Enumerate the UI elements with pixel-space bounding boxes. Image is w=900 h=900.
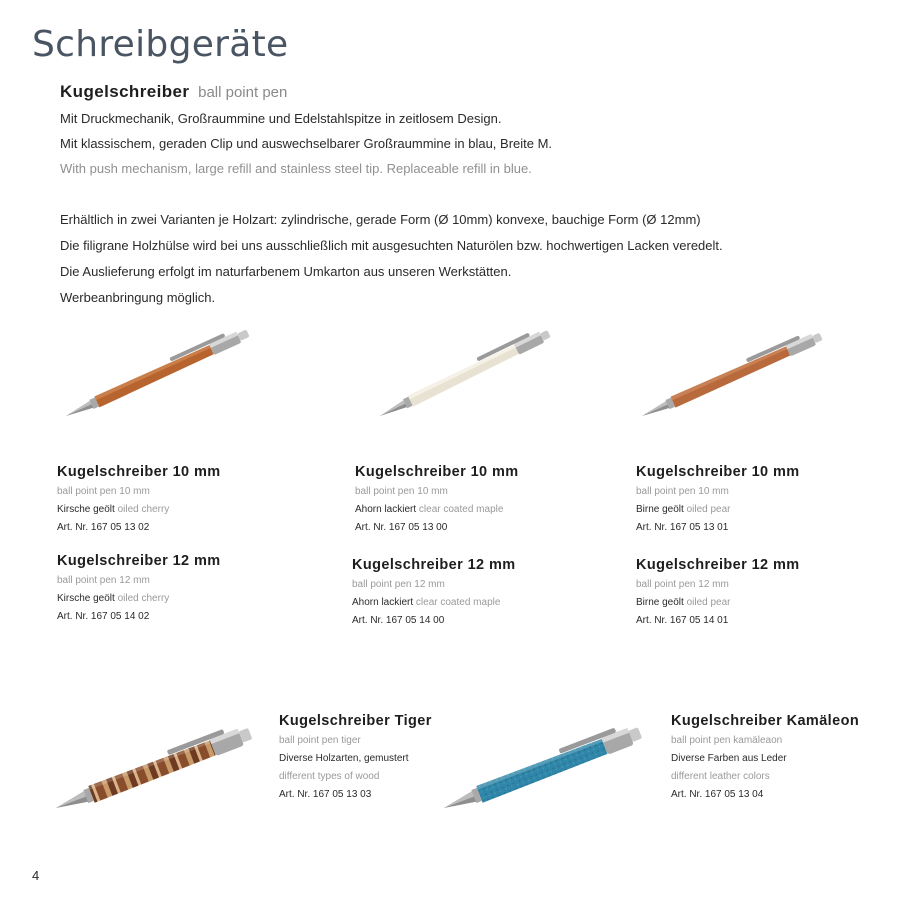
- wood-en: oiled pear: [686, 504, 731, 515]
- product-wood: [636, 504, 896, 515]
- product-pear-10mm: [636, 464, 896, 533]
- product-title: Kugelschreiber 12 mm: [636, 557, 800, 573]
- product-subtitle: ball point pen tiger: [279, 735, 361, 746]
- product-subtitle: ball point pen 12 mm: [57, 575, 150, 586]
- wood-de: Birne geölt: [636, 504, 684, 515]
- article-number: Art. Nr. 167 05 13 00: [355, 522, 448, 533]
- article-number: Art. Nr. 167 05 14 00: [352, 615, 445, 626]
- intro-heading-en: ball point pen: [198, 84, 288, 101]
- page-title: Schreibgeräte: [32, 24, 289, 65]
- wood-de: Ahorn lackiert: [355, 504, 417, 515]
- article-number: Art. Nr. 167 05 14 01: [636, 615, 729, 626]
- article-number: Art. Nr. 167 05 13 02: [57, 522, 150, 533]
- wood-en: clear coated maple: [415, 597, 501, 608]
- article-number: Art. Nr. 167 05 13 03: [279, 789, 372, 800]
- product-description-en: different leather colors: [671, 771, 770, 782]
- product-subtitle: ball point pen 12 mm: [352, 579, 445, 590]
- intro-line: Die filigrane Holzhülse wird bei uns ausschließlich mit ausgesuchten Naturölen bzw. hochwertigen Lacken veredelt.: [60, 238, 723, 253]
- intro-line: Die Auslieferung erfolgt im naturfarbenem Umkarton aus unseren Werkstätten.: [60, 264, 512, 279]
- wood-en: oiled pear: [686, 597, 731, 608]
- wood-de: Kirsche geölt: [57, 504, 115, 515]
- product-maple-12mm: [352, 557, 612, 626]
- product-description-de: Diverse Holzarten, gemustert: [279, 753, 409, 764]
- intro-line: Werbeanbringung möglich.: [60, 290, 216, 305]
- wood-de: Kirsche geölt: [57, 593, 115, 604]
- product-title: Kugelschreiber 12 mm: [352, 557, 516, 573]
- wood-de: Birne geölt: [636, 597, 684, 608]
- intro-line: Mit Druckmechanik, Großraummine und Edelstahlspitze in zeitlosem Design.: [60, 111, 502, 126]
- intro-line: Mit klassischem, geraden Clip und auswechselbarer Großraummine in blau, Breite M.: [60, 136, 553, 151]
- pen-leather-image: [438, 712, 658, 818]
- wood-en: clear coated maple: [418, 504, 504, 515]
- product-kamaeleon: [671, 713, 900, 800]
- product-subtitle: ball point pen 10 mm: [355, 486, 448, 497]
- product-title: Kugelschreiber 10 mm: [355, 464, 519, 480]
- product-cherry-12mm: [57, 553, 317, 622]
- wood-en: oiled cherry: [117, 593, 170, 604]
- page-number: 4: [32, 868, 40, 883]
- article-number: Art. Nr. 167 05 13 04: [671, 789, 764, 800]
- product-wood: [636, 597, 896, 608]
- product-maple-10mm: [355, 464, 615, 533]
- product-wood: [57, 593, 317, 604]
- product-wood: [352, 597, 612, 608]
- pen-cherry-image: [60, 322, 270, 426]
- product-cherry-10mm: [57, 464, 317, 533]
- pen-pear-image: [636, 322, 836, 426]
- product-wood: [355, 504, 615, 515]
- wood-de: Ahorn lackiert: [352, 597, 414, 608]
- product-title: Kugelschreiber 10 mm: [636, 464, 800, 480]
- intro-heading-de: Kugelschreiber: [60, 82, 190, 101]
- pen-tiger-image: [50, 712, 270, 818]
- product-subtitle: ball point pen kamäleaon: [671, 735, 783, 746]
- intro-line-en: With push mechanism, large refill and stainless steel tip. Replaceable refill in blue.: [60, 161, 532, 176]
- article-number: Art. Nr. 167 05 13 01: [636, 522, 729, 533]
- product-subtitle: ball point pen 10 mm: [57, 486, 150, 497]
- product-subtitle: ball point pen 12 mm: [636, 579, 729, 590]
- product-title: Kugelschreiber 12 mm: [57, 553, 221, 569]
- intro-heading: [60, 82, 287, 102]
- product-wood: [57, 504, 317, 515]
- wood-en: oiled cherry: [117, 504, 170, 515]
- product-description-de: Diverse Farben aus Leder: [671, 753, 787, 764]
- product-title: Kugelschreiber Tiger: [279, 713, 432, 729]
- intro-line: Erhältlich in zwei Varianten je Holzart: zylindrische, gerade Form (Ø 10mm) konvexe, bauchige Form (Ø 12mm): [60, 212, 701, 227]
- product-subtitle: ball point pen 10 mm: [636, 486, 729, 497]
- product-description-en: different types of wood: [279, 771, 380, 782]
- pen-maple-image: [374, 322, 564, 426]
- article-number: Art. Nr. 167 05 14 02: [57, 611, 150, 622]
- product-title: Kugelschreiber Kamäleon: [671, 713, 860, 729]
- product-title: Kugelschreiber 10 mm: [57, 464, 221, 480]
- product-pear-12mm: [636, 557, 896, 626]
